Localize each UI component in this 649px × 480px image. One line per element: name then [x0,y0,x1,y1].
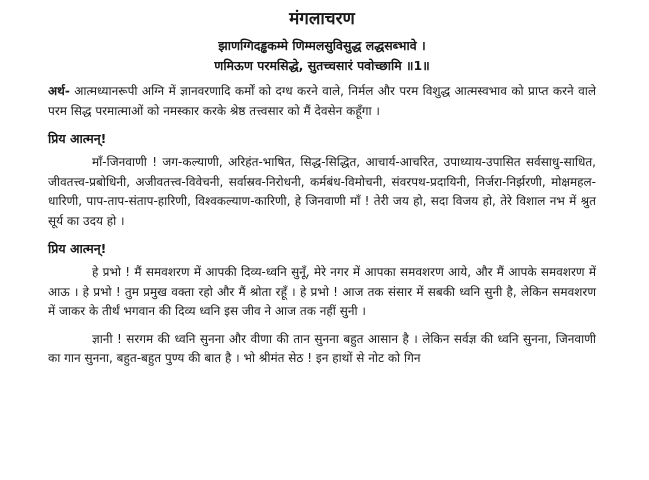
section-heading: प्रिय आत्मन्! [48,241,107,256]
section-heading: प्रिय आत्मन्! [48,131,107,146]
artha-paragraph [48,82,596,121]
body-paragraph: माँ-जिनवाणी ! जग-कल्याणी, अरिहंत-भाषित, सिद्ध-सिद्धित, आचार्य-आचरित, उपाध्याय-उपासित सर्वसाधु-साधित, जीवतत्त्व-प्रबोधिनी, अजीवतत्त्व-विवेचनी, सर्वास्रव-निरोधनी, कर्मबंध-विमोचनी, संवरपथ-प्रदायिनी, निर्जरा-निर्झरणी, मोक्षमहल-धारिणी, पाप-ताप-संताप-हारिणी, विश्वकल्याण-कारिणी, हे जिनवाणी माँ ! तेरी जय हो, सदा विजय हो, तेरे विशाल नभ में श्रुत सूर्य का उदय हो । [48,155,596,228]
document-page [48,6,596,369]
artha-text: आत्मध्यानरूपी अग्नि में ज्ञानवरणादि कर्मों को दग्ध करने वाले, निर्मल और परम विशुद्ध आत्मस्वभाव को प्राप्त करने वाले परम सिद्ध परमात्माओं को नमस्कार करके श्रेष्ठ तत्त्वसार को मैं देवसेन कहूँगा । [48,84,596,118]
verse-line-1: झाणग्गिदड्ढकम्मे णिम्मलसुविसुद्ध लद्धसब्भावे । [218,38,426,53]
verse-line-2: णमिऊण परमसिद्धे, सुतच्चसारं पवोच्छामि ॥1॥ [214,58,430,73]
section-1 [48,129,596,231]
verse-block [48,36,596,76]
body-paragraph: हे प्रभो ! मैं समवशरण में आपकी दिव्य-ध्वनि सुनूँ, मेरे नगर में आपका समवशरण आये, और मैं आपके समवशरण में आऊ । हे प्रभो ! तुम प्रमुख वक्ता रहो और मैं श्रोता रहूँ । हे प्रभो ! आज तक संसार में सबकी ध्वनि सुनी है, लेकिन समवशरण में जाकर के तीर्थं भगवान की दिव्य ध्वनि इस जीव ने आज तक नहीं सुनी । [48,265,596,318]
body-paragraph: ज्ञानी ! सरगम की ध्वनि सुनना और वीणा की तान सुनना बहुत आसान है । लेकिन सर्वज्ञ की ध्वनि सुनना, जिनवाणी का गान सुनना, बहुत-बहुत पुण्य की बात है । भो श्रीमंत सेठ ! इन हाथों से नोट को गिन [48,331,596,365]
artha-label: अर्थ- [48,84,70,98]
page-title: मंगलाचरण [289,9,355,29]
section-2 [48,239,596,369]
